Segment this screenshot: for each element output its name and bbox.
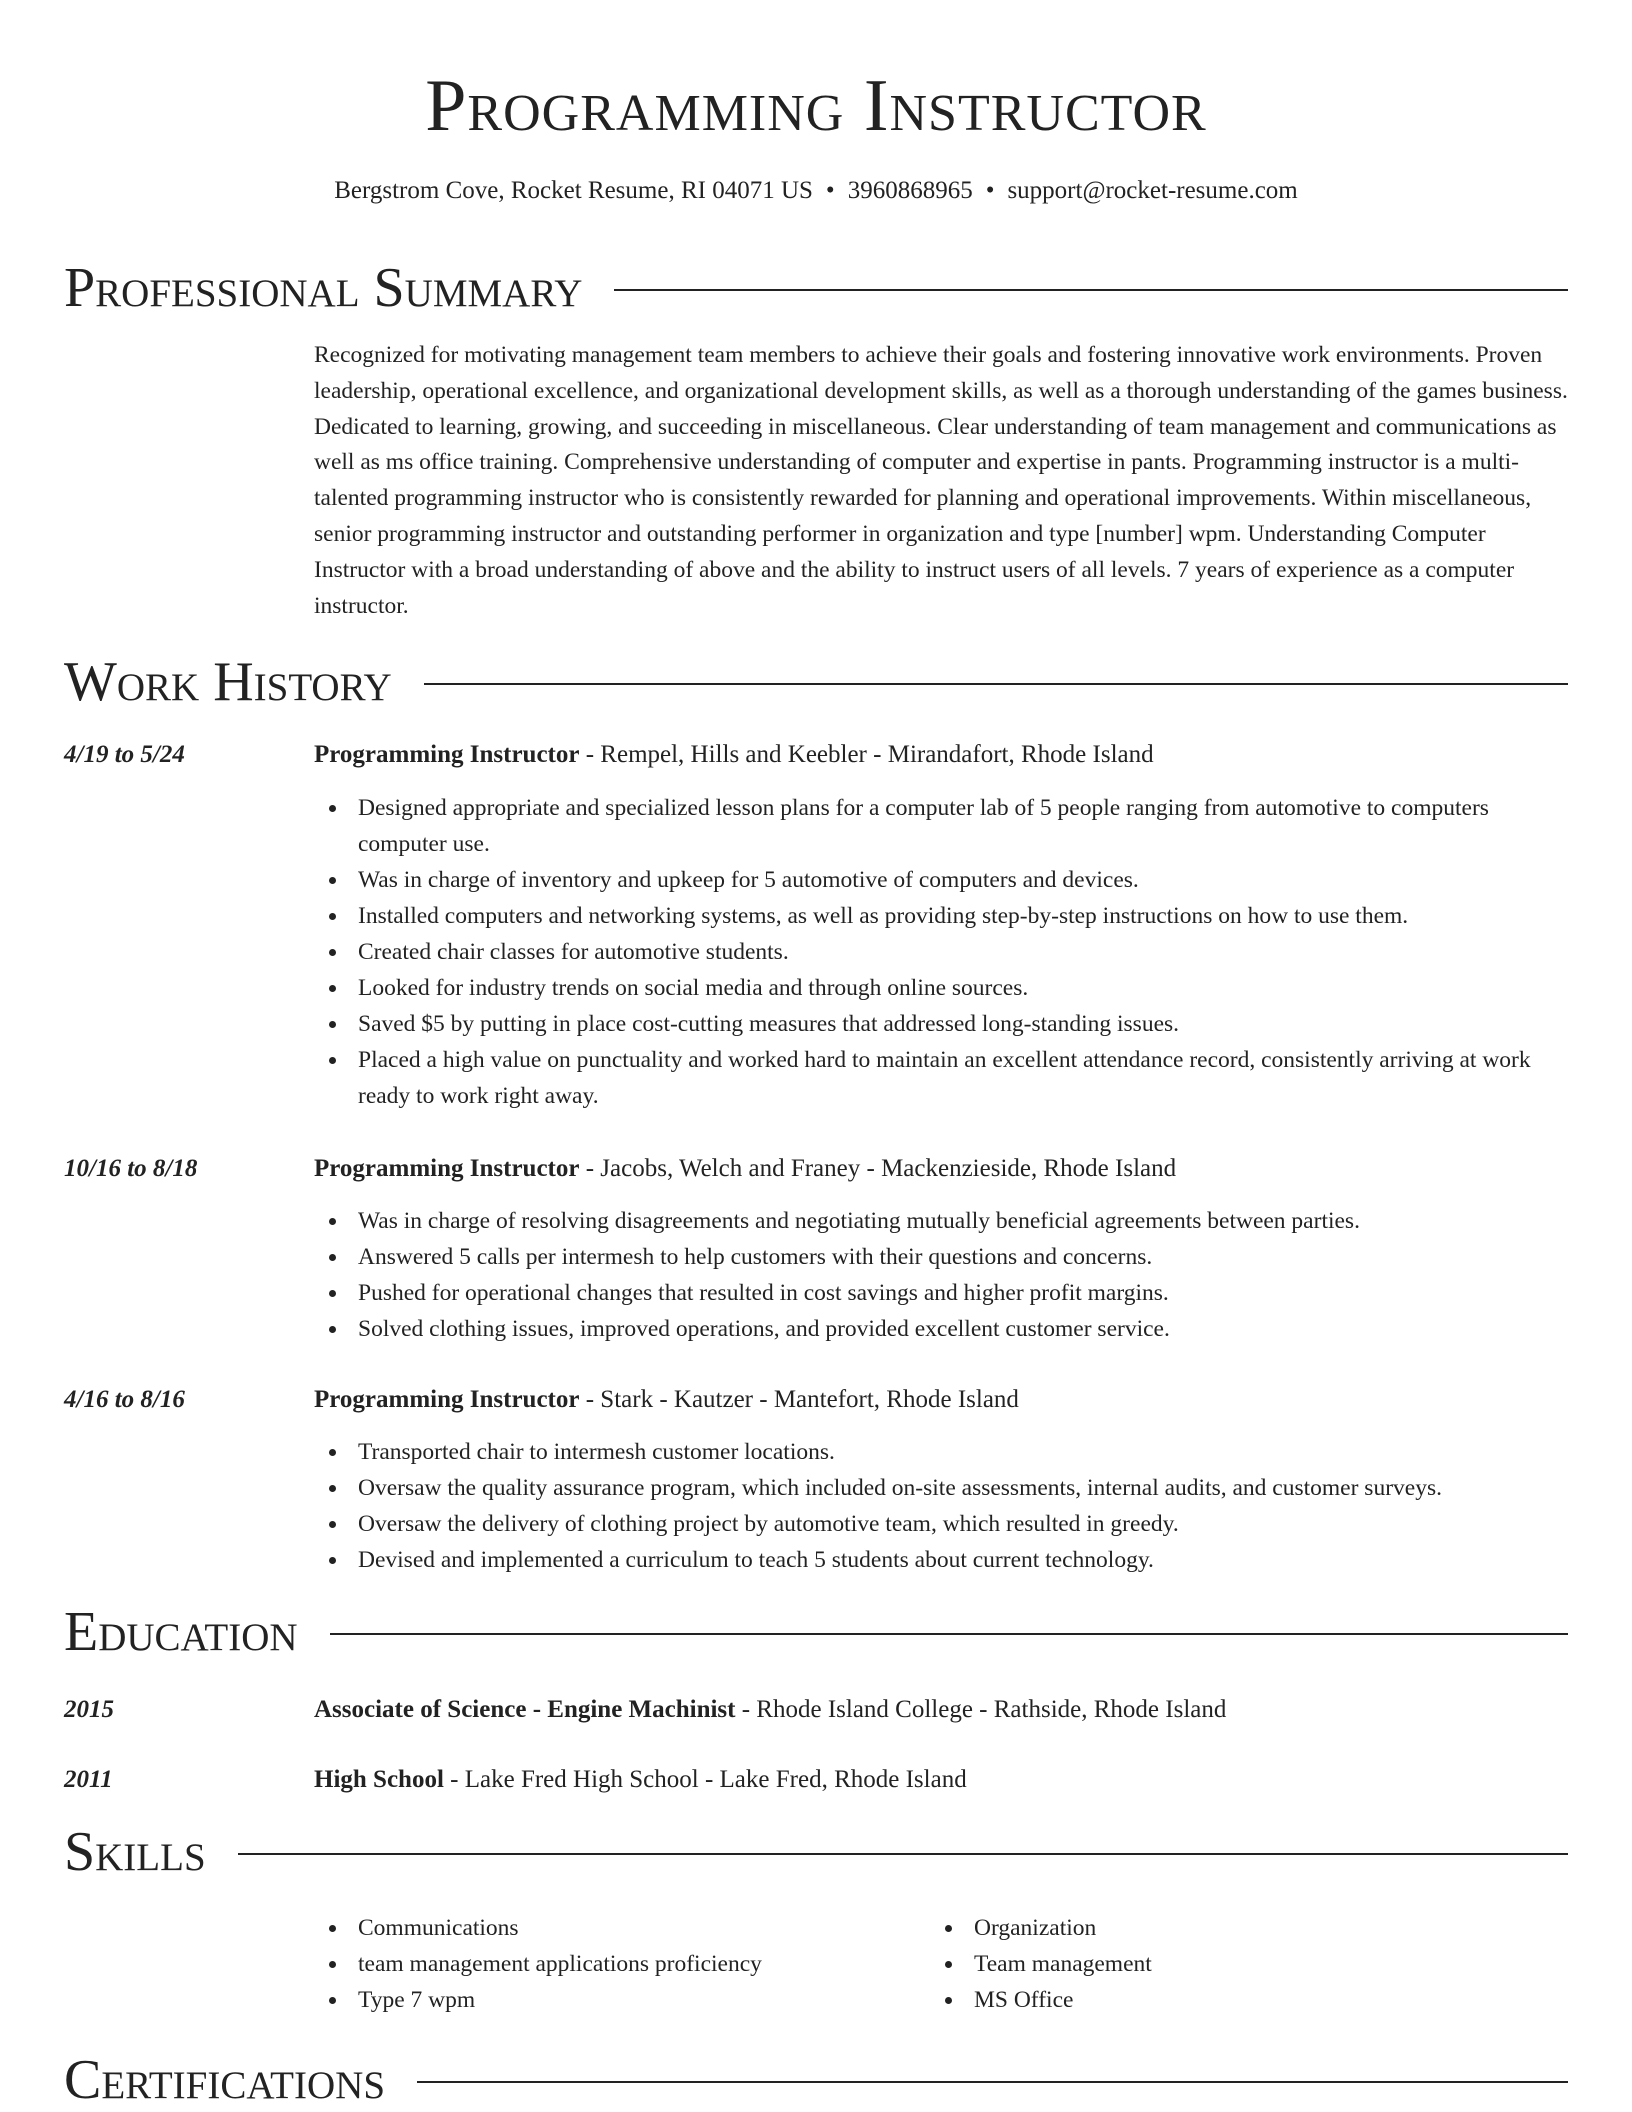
section-divider bbox=[614, 289, 1568, 291]
education-entry bbox=[314, 1763, 1568, 1797]
bullet-icon bbox=[329, 1961, 336, 1968]
bullet-icon bbox=[945, 1961, 952, 1968]
list-item: Oversaw the delivery of clothing project by automotive team, which resulted in greedy. bbox=[314, 1506, 1568, 1542]
section-title-education: Education bbox=[64, 1601, 298, 1663]
list-item: Transported chair to intermesh customer locations. bbox=[314, 1434, 1568, 1470]
contact-separator: • bbox=[825, 177, 835, 204]
bullet-icon bbox=[329, 1057, 336, 1064]
job-dates: 4/16 to 8/16 bbox=[64, 1386, 185, 1413]
section-divider bbox=[238, 1853, 1568, 1855]
list-item: Answered 5 calls per intermesh to help customers with their questions and concerns. bbox=[314, 1239, 1568, 1275]
section-divider bbox=[417, 2081, 1568, 2083]
education-year: 2011 bbox=[64, 1766, 113, 1793]
job-employer: - Stark - Kautzer - Mantefort, Rhode Island bbox=[579, 1386, 1019, 1413]
bullet-icon bbox=[329, 1326, 336, 1333]
skill-item: Team management bbox=[930, 1946, 1530, 1982]
section-divider bbox=[424, 683, 1568, 685]
section-header-work bbox=[64, 650, 1568, 714]
bullet-icon bbox=[329, 1557, 336, 1564]
job-title: Programming Instructor bbox=[314, 1386, 580, 1413]
list-item: Devised and implemented a curriculum to teach 5 students about current technology. bbox=[314, 1542, 1568, 1578]
list-item: Saved $5 by putting in place cost-cutting measures that addressed long-standing issues. bbox=[314, 1006, 1568, 1042]
contact-email: support@rocket-resume.com bbox=[1007, 177, 1298, 204]
list-item: Oversaw the quality assurance program, which included on-site assessments, internal audits, and customer surveys. bbox=[314, 1470, 1568, 1506]
list-item: Placed a high value on punctuality and worked hard to maintain an excellent attendance record, consistently arriving at work ready to work right away. bbox=[314, 1042, 1568, 1114]
job-title-line bbox=[314, 1152, 1568, 1186]
skill-item: Type 7 wpm bbox=[314, 1982, 914, 2018]
bullet-icon bbox=[329, 805, 336, 812]
skills-list-left bbox=[314, 1910, 914, 2018]
bullet-icon bbox=[329, 1218, 336, 1225]
list-item: Designed appropriate and specialized lesson plans for a computer lab of 5 people ranging from automotive to computers computer use. bbox=[314, 790, 1568, 862]
job-bullets bbox=[314, 1434, 1568, 1578]
section-title-work: Work History bbox=[64, 651, 392, 713]
job-title: Programming Instructor bbox=[314, 741, 580, 768]
education-school: - Lake Fred High School - Lake Fred, Rhode Island bbox=[443, 1766, 967, 1793]
bullet-icon bbox=[329, 1925, 336, 1932]
section-title-summary: Professional Summary bbox=[64, 257, 583, 319]
job-title-line bbox=[314, 1383, 1568, 1417]
resume-name: Programming Instructor bbox=[425, 65, 1207, 147]
bullet-icon bbox=[329, 1021, 336, 1028]
bullet-icon bbox=[329, 1449, 336, 1456]
job-dates: 4/19 to 5/24 bbox=[64, 741, 185, 768]
list-item: Installed computers and networking systems, as well as providing step-by-step instructions on how to use them. bbox=[314, 898, 1568, 934]
education-year: 2015 bbox=[64, 1696, 114, 1723]
job-title: Programming Instructor bbox=[314, 1155, 580, 1182]
bullet-icon bbox=[329, 913, 336, 920]
bullet-icon bbox=[329, 1485, 336, 1492]
bullet-icon bbox=[329, 1254, 336, 1261]
list-item: Pushed for operational changes that resulted in cost savings and higher profit margins. bbox=[314, 1275, 1568, 1311]
skill-item: Organization bbox=[930, 1910, 1530, 1946]
education-school: - Rhode Island College - Rathside, Rhode Island bbox=[735, 1696, 1227, 1723]
bullet-icon bbox=[329, 1997, 336, 2004]
bullet-icon bbox=[329, 949, 336, 956]
job-title-line bbox=[314, 738, 1568, 772]
section-divider bbox=[330, 1633, 1568, 1635]
contact-phone: 3960868965 bbox=[847, 177, 973, 204]
section-title-skills: Skills bbox=[64, 1821, 206, 1883]
bullet-icon bbox=[945, 1925, 952, 1932]
list-item: Was in charge of inventory and upkeep for 5 automotive of computers and devices. bbox=[314, 862, 1568, 898]
section-title-certifications: Certifications bbox=[64, 2049, 386, 2111]
job-bullets bbox=[314, 1203, 1568, 1347]
summary-text: Recognized for motivating management team members to achieve their goals and fostering innovative work environments. Proven leadership, operational excellence, and organizational development skills, as well as a thorough understanding of the games business. Dedicated to learning, growing, and succeeding in miscellaneous. Clear understanding of team management and communications as well as ms office training. Comprehensive understanding of computer and expertise in pants. Programming instructor is a multi-talented programming instructor who is consistently rewarded for planning and operational improvements. Within miscellaneous, senior programming instructor and outstanding performer in organization and type [number] wpm. Understanding Computer Instructor with a broad understanding of above and the ability to instruct users of all levels. 7 years of experience as a computer instructor. bbox=[314, 342, 1568, 619]
section-header-certifications bbox=[64, 2048, 1568, 2112]
job-bullets bbox=[314, 790, 1568, 1114]
skill-item: Communications bbox=[314, 1910, 914, 1946]
skill-item: team management applications proficiency bbox=[314, 1946, 914, 1982]
section-header-education bbox=[64, 1600, 1568, 1664]
list-item: Created chair classes for automotive students. bbox=[314, 934, 1568, 970]
education-entry bbox=[314, 1693, 1568, 1727]
skill-item: MS Office bbox=[930, 1982, 1530, 2018]
list-item: Was in charge of resolving disagreements and negotiating mutually beneficial agreements between parties. bbox=[314, 1203, 1568, 1239]
section-header-skills bbox=[64, 1820, 1568, 1884]
bullet-icon bbox=[945, 1997, 952, 2004]
section-header-summary bbox=[64, 256, 1568, 320]
education-degree: High School bbox=[314, 1766, 444, 1793]
list-item: Looked for industry trends on social media and through online sources. bbox=[314, 970, 1568, 1006]
job-employer: - Rempel, Hills and Keebler - Mirandafort, Rhode Island bbox=[579, 741, 1154, 768]
contact-line bbox=[0, 174, 1632, 208]
education-degree: Associate of Science - Engine Machinist bbox=[314, 1696, 736, 1723]
bullet-icon bbox=[329, 1521, 336, 1528]
list-item: Solved clothing issues, improved operations, and provided excellent customer service. bbox=[314, 1311, 1568, 1347]
skills-list-right bbox=[930, 1910, 1530, 2018]
bullet-icon bbox=[329, 877, 336, 884]
bullet-icon bbox=[329, 985, 336, 992]
contact-address: Bergstrom Cove, Rocket Resume, RI 04071 US bbox=[334, 177, 813, 204]
bullet-icon bbox=[329, 1290, 336, 1297]
contact-separator: • bbox=[985, 177, 995, 204]
job-employer: - Jacobs, Welch and Franey - Mackenzieside, Rhode Island bbox=[579, 1155, 1177, 1182]
job-dates: 10/16 to 8/18 bbox=[64, 1155, 198, 1182]
